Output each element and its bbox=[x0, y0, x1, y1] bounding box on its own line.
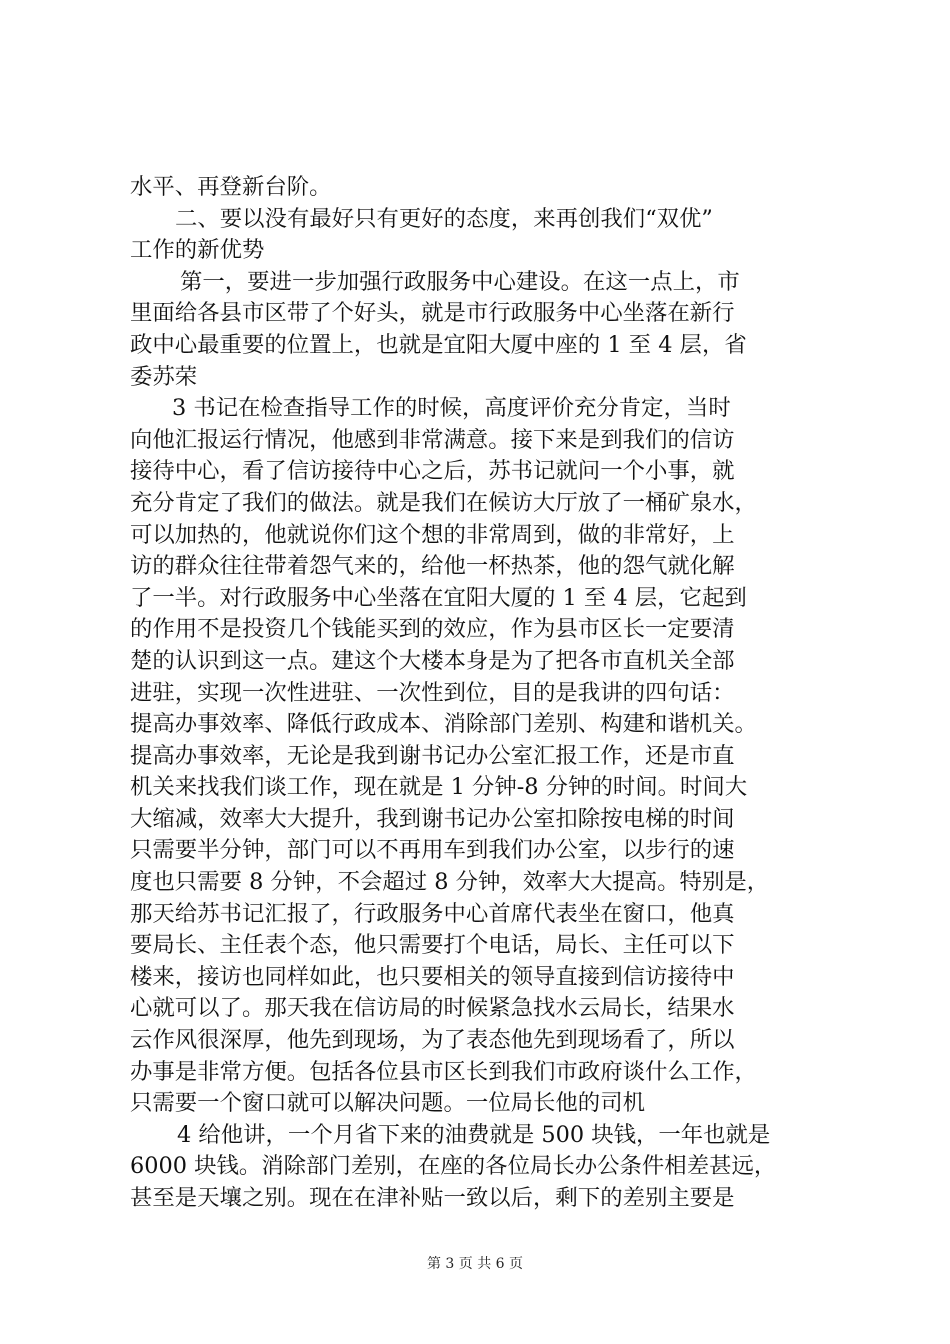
text-line: 提高办事效率，无论是我到谢书记办公室汇报工作，还是市直 bbox=[130, 742, 735, 769]
text-line: 甚至是天壤之别。现在在津补贴一致以后，剩下的差别主要是 bbox=[130, 1185, 735, 1211]
text-line: 提高办事效率、降低行政成本、消除部门差别、构建和谐机关。 bbox=[130, 711, 757, 738]
text-line: 那天给苏书记汇报了，行政服务中心首席代表坐在窗口，他真 bbox=[130, 900, 735, 927]
text-line: 云作风很深厚，他先到现场，为了表态他先到现场看了，所以 bbox=[130, 1027, 735, 1054]
text-line: 大缩减，效率大大提升，我到谢书记办公室扣除按电梯的时间 bbox=[130, 805, 735, 832]
text-line: 楼来，接访也同样如此，也只要相关的领导直接到信访接待中 bbox=[130, 963, 735, 990]
text-line: 要局长、主任表个态，他只需要打个电话，局长、主任可以下 bbox=[130, 932, 735, 959]
text-line: 充分肯定了我们的做法。就是我们在候访大厅放了一桶矿泉水， bbox=[130, 489, 757, 516]
text-line: 可以加热的，他就说你们这个想的非常周到，做的非常好，上 bbox=[130, 521, 735, 548]
paragraph-first-line: 3 书记在检查指导工作的时候，高度评价充分肯定，当时 bbox=[172, 395, 731, 422]
text-line: 接待中心，看了信访接待中心之后，苏书记就问一个小事，就 bbox=[130, 458, 735, 485]
text-line: 政中心最重要的位置上，也就是宜阳大厦中座的 1 至 4 层，省 bbox=[130, 331, 747, 358]
text-line: 机关来找我们谈工作，现在就是 1 分钟-8 分钟的时间。时间大 bbox=[130, 774, 748, 801]
document-body bbox=[130, 172, 830, 1215]
text-line: 委苏荣 bbox=[130, 363, 198, 390]
section-heading-line: 工作的新优势 bbox=[130, 237, 265, 264]
text-line: 水平、再登新台阶。 bbox=[130, 174, 332, 200]
text-line: 楚的认识到这一点。建这个大楼本身是为了把各市直机关全部 bbox=[130, 647, 735, 674]
text-line: 向他汇报运行情况，他感到非常满意。接下来是到我们的信访 bbox=[130, 426, 735, 453]
text-line: 的作用不是投资几个钱能买到的效应，作为县市区长一定要清 bbox=[130, 616, 735, 643]
paragraph-first-line: 第一，要进一步加强行政服务中心建设。在这一点上，市 bbox=[180, 268, 740, 295]
text-line: 进驻，实现一次性进驻、一次性到位，目的是我讲的四句话： bbox=[130, 679, 735, 706]
text-line: 度也只需要 8 分钟，不会超过 8 分钟，效率大大提高。特别是， bbox=[130, 869, 770, 896]
paragraph-first-line: 4 给他讲，一个月省下来的油费就是 500 块钱，一年也就是 bbox=[177, 1121, 771, 1148]
text-line: 只需要一个窗口就可以解决问题。一位局长他的司机 bbox=[130, 1090, 645, 1117]
text-line: 里面给各县市区带了个好头，就是市行政服务中心坐落在新行 bbox=[130, 300, 735, 327]
text-line: 心就可以了。那天我在信访局的时候紧急找水云局长，结果水 bbox=[130, 995, 735, 1022]
page-number-footer: 第 3 页 共 6 页 bbox=[426, 1256, 524, 1272]
text-line: 6000 块钱。消除部门差别，在座的各位局长办公条件相差甚远， bbox=[130, 1153, 777, 1180]
text-line: 了一半。对行政服务中心坐落在宜阳大厦的 1 至 4 层，它起到 bbox=[130, 584, 747, 611]
text-line: 访的群众往往带着怨气来的，给他一杯热茶，他的怨气就化解 bbox=[130, 553, 735, 580]
section-heading-line: 二、要以没有最好只有更好的态度，来再创我们“双优” bbox=[175, 205, 713, 232]
text-line: 办事是非常方便。包括各位县市区长到我们市政府谈什么工作， bbox=[130, 1058, 757, 1085]
text-line: 只需要半分钟，部门可以不再用车到我们办公室，以步行的速 bbox=[130, 837, 735, 864]
